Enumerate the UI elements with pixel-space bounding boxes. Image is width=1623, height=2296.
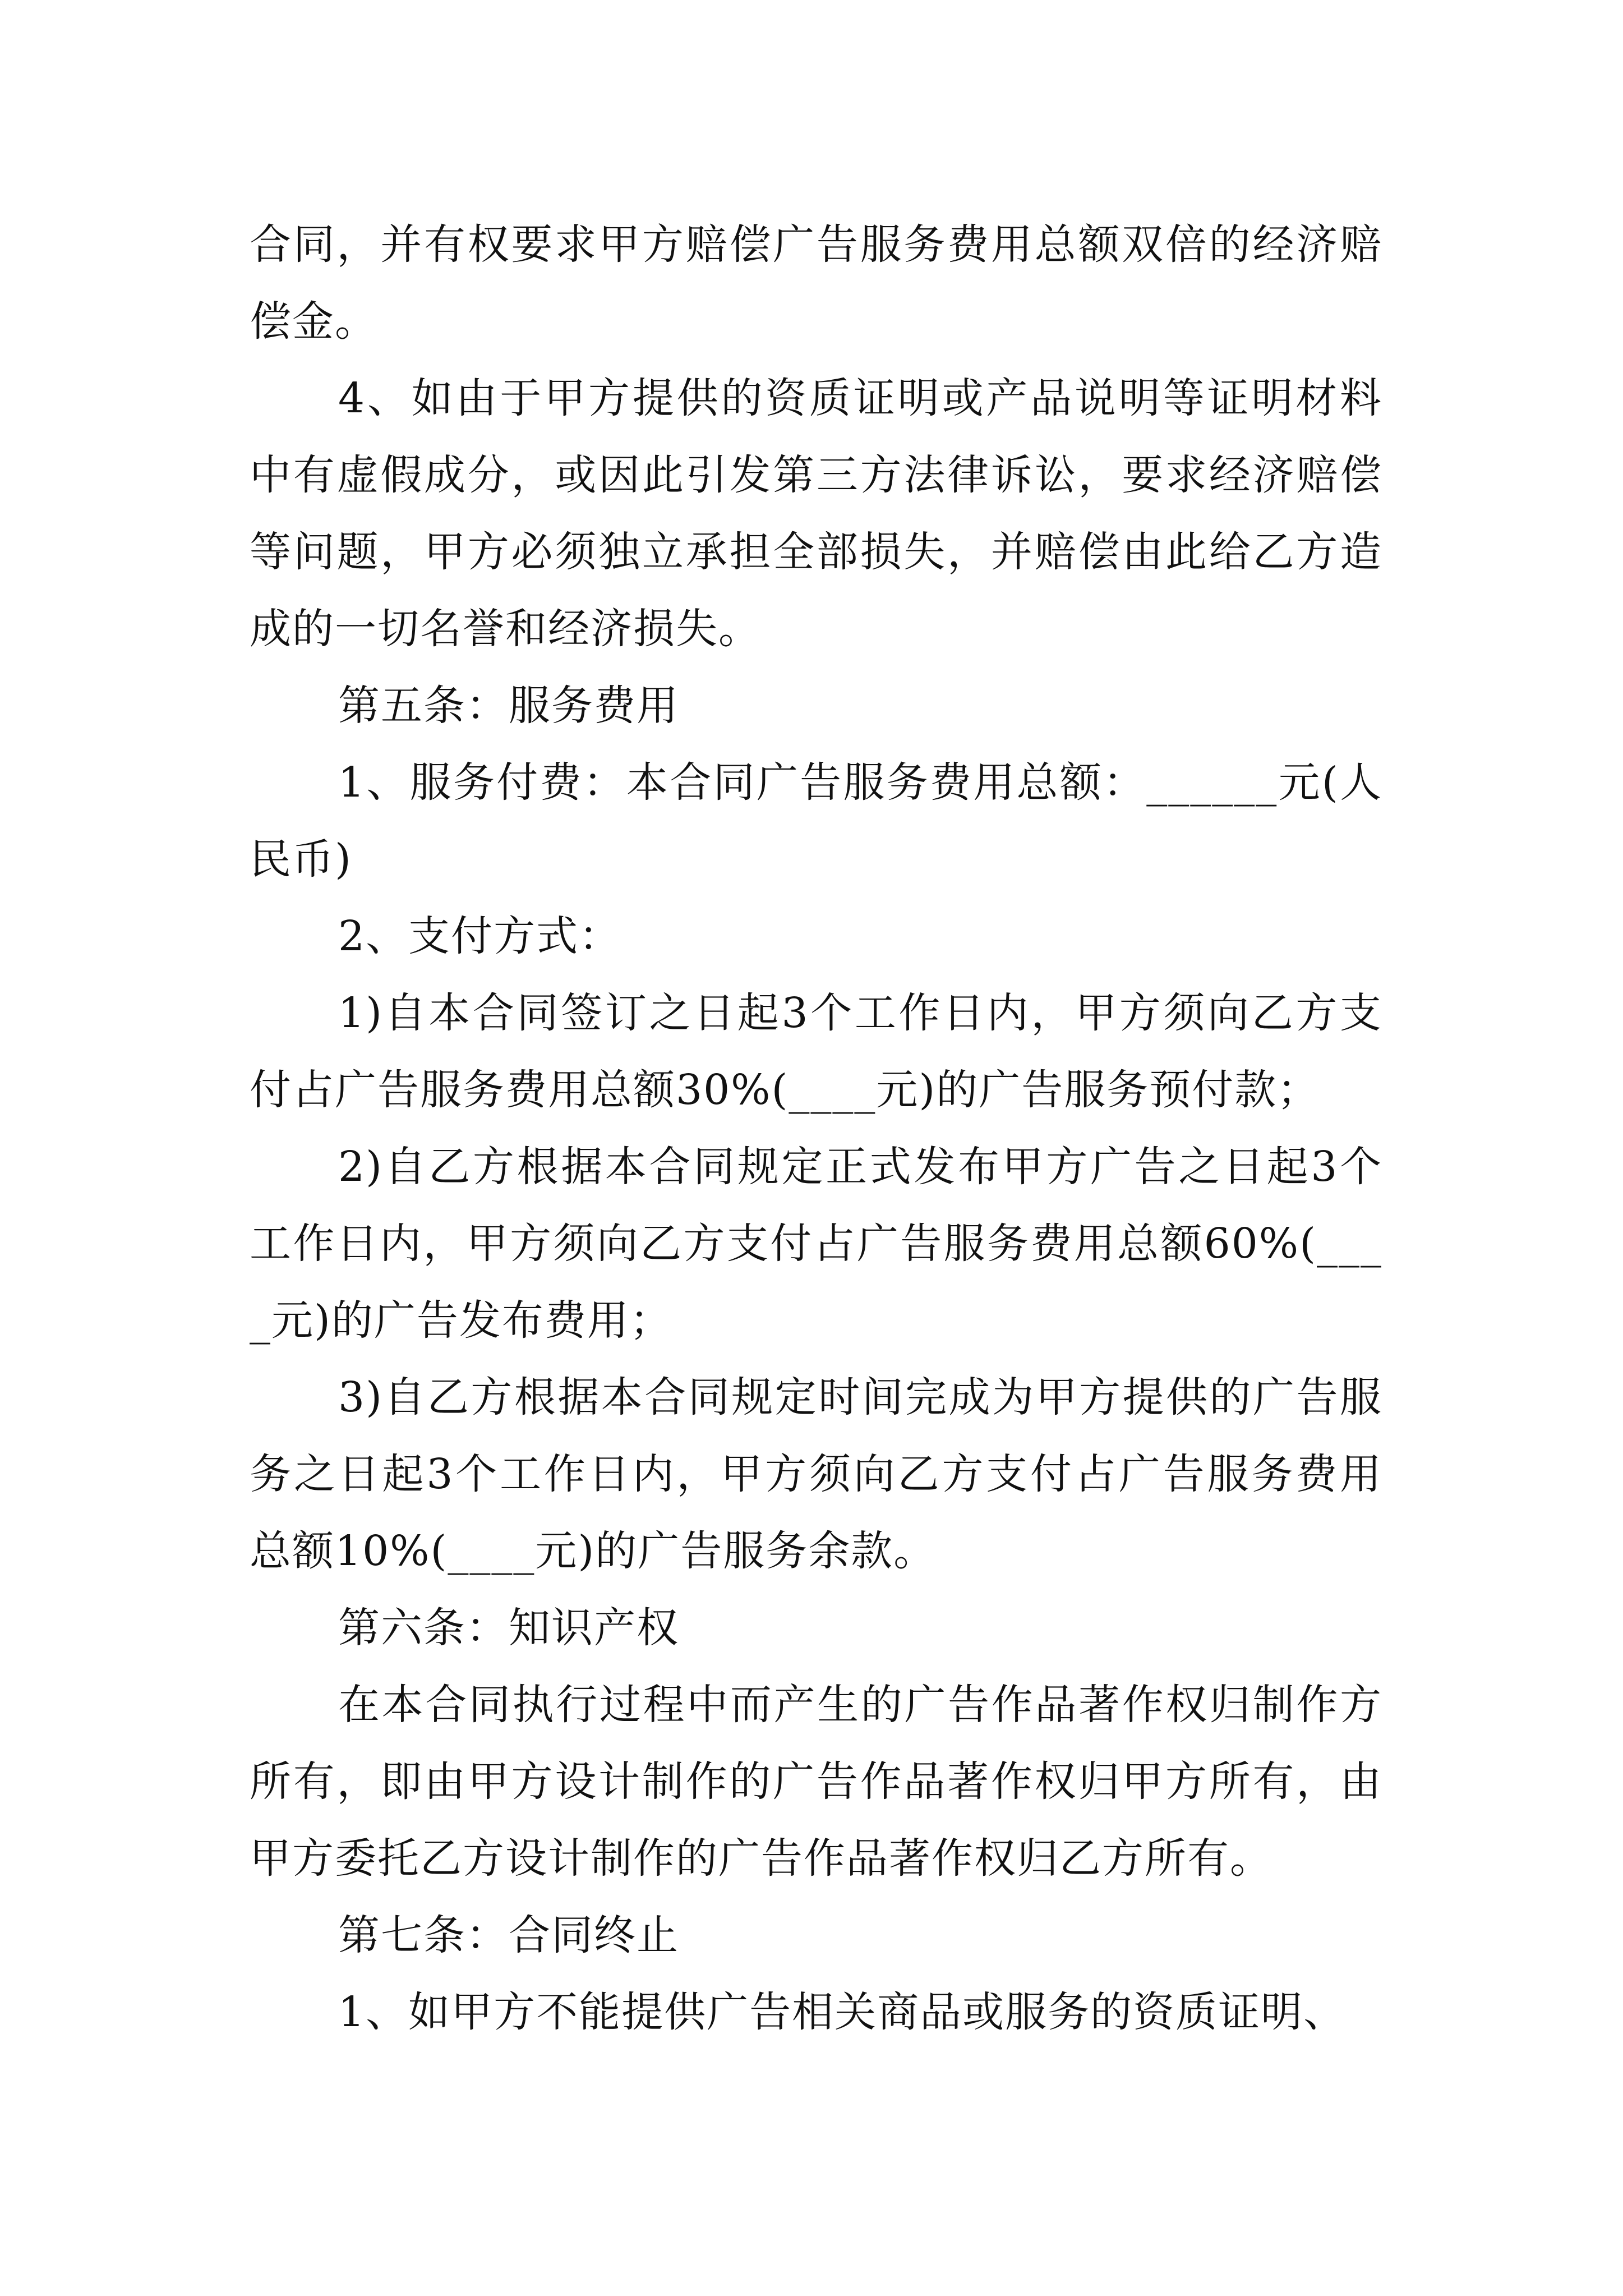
paragraph-advance-payment: 1)自本合同签订之日起3个工作日内，甲方须向乙方支付占广告服务费用总额30%(____元)的广告服务预付款； <box>250 989 1382 1114</box>
paragraph-publication-fee: 2)自乙方根据本合同规定正式发布甲方广告之日起3个工作日内，甲方须向乙方支付占广告服务费用总额60%(____元)的广告发布费用； <box>250 1143 1382 1345</box>
heading-article-5: 第五条：服务费用 <box>338 682 679 730</box>
paragraph-termination-clause-1: 1、如甲方不能提供广告相关商品或服务的资质证明、 <box>338 1988 1347 2036</box>
heading-article-6: 第六条：知识产权 <box>338 1604 679 1652</box>
paragraph-service-fee-total: 1、服务付费：本合同广告服务费用总额：______元(人民币) <box>250 758 1382 884</box>
paragraph-compensation-continued: 合同，并有权要求甲方赔偿广告服务费用总额双倍的经济赔偿金。 <box>250 220 1382 346</box>
paragraph-intellectual-property: 在本合同执行过程中而产生的广告作品著作权归制作方所有，即由甲方设计制作的广告作品著作权归甲方所有，由甲方委托乙方设计制作的广告作品著作权归乙方所有。 <box>250 1681 1382 1883</box>
paragraph-payment-method: 2、支付方式： <box>338 912 622 960</box>
paragraph-balance-payment: 3)自乙方根据本合同规定时间完成为甲方提供的广告服务之日起3个工作日内，甲方须向乙方支付占广告服务费用总额10%(____元)的广告服务余款。 <box>250 1373 1382 1575</box>
paragraph-false-materials-clause: 4、如由于甲方提供的资质证明或产品说明等证明材料中有虚假成分，或因此引发第三方法律诉讼，要求经济赔偿等问题，甲方必须独立承担全部损失，并赔偿由此给乙方造成的一切名誉和经济损失。 <box>250 374 1382 653</box>
document-body <box>250 206 1382 2051</box>
heading-article-7: 第七条：合同终止 <box>338 1911 679 1959</box>
